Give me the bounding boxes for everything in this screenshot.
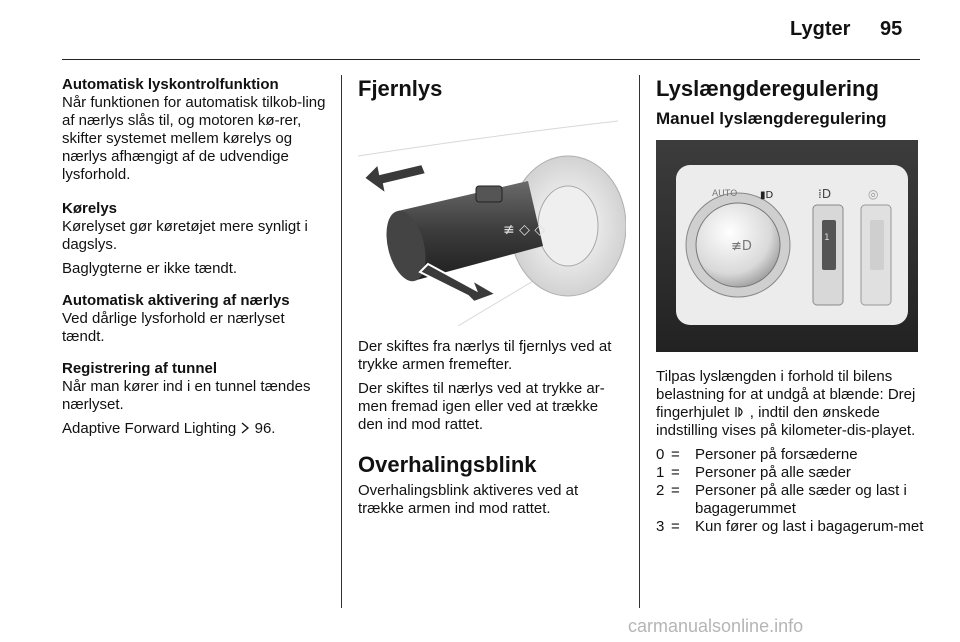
position-key: 1: [656, 464, 665, 481]
page-reference-icon: [240, 420, 254, 437]
column-divider-1: [341, 75, 342, 608]
stalk-illustration: [358, 116, 626, 326]
position-value: Personer på alle sæder og last i bagagerummet: [695, 482, 907, 517]
position-key: 0: [656, 446, 665, 463]
position-key: 3: [656, 518, 665, 535]
auto-activation-text: Ved dårlige lysforhold er nærlyset tændt.: [62, 310, 285, 345]
section-title: Lygter: [790, 18, 851, 40]
overtaking-text: Overhalingsblink aktiveres ved at trække armen ind mod rattet.: [358, 482, 579, 517]
auto-light-heading: Automatisk lyskontrolfunktion: [62, 76, 279, 93]
right-column: [656, 76, 926, 536]
header-rule: [62, 59, 920, 60]
overtaking-heading: Overhalingsblink: [358, 452, 537, 477]
light-switch-panel-illustration: [656, 140, 918, 352]
high-beam-heading: Fjernlys: [358, 76, 443, 101]
afl-text: Adaptive Forward Lighting: [62, 420, 237, 437]
svg-text:▮D: ▮D: [760, 190, 774, 201]
daytime-lights-note: Baglygterne er ikke tændt.: [62, 260, 238, 277]
svg-text:≢D: ≢D: [731, 239, 752, 254]
auto-activation-heading: Automatisk aktivering af nærlys: [62, 292, 290, 309]
high-beam-text-1: Der skiftes fra nærlys til fjernlys ved at trykke armen fremefter.: [358, 338, 612, 373]
afl-reference: [62, 420, 330, 438]
svg-text:⁞D: ⁞D: [818, 187, 832, 201]
position-equals: =: [671, 518, 680, 535]
auto-light-intro: Når funktionen for automatisk tilkob-ling af nærlys slås til, og motoren kø-rer, skifter systemet mellem kørelys og nærlys afhængigt af de udvendige lysforhold.: [62, 94, 326, 183]
column-divider-2: [639, 75, 640, 608]
list-item: [656, 518, 926, 536]
page-number: 95: [880, 18, 903, 40]
middle-column: [358, 76, 626, 518]
left-column: [62, 76, 330, 438]
list-item: [656, 482, 926, 518]
afl-page-ref[interactable]: 96.: [254, 420, 276, 437]
daytime-lights-heading: Kørelys: [62, 200, 118, 217]
svg-text:1: 1: [824, 233, 830, 243]
range-instructions: [656, 368, 926, 440]
position-equals: =: [671, 464, 680, 481]
range-positions-list: [656, 446, 926, 536]
position-value: Kun fører og last i bagagerum-met: [695, 518, 924, 535]
position-equals: =: [671, 446, 680, 463]
daytime-lights-text: Kørelyset gør køretøjet mere synligt i dagslys.: [62, 218, 308, 253]
range-text-after: , indtil den ønskede indstilling vises på kilometer-dis-playet.: [656, 404, 916, 439]
svg-text:≢ ◇ ◇: ≢ ◇ ◇: [503, 222, 546, 238]
tunnel-text: Når man kører ind i en tunnel tændes nærlyset.: [62, 378, 311, 413]
headlight-range-heading: Lyslængderegulering: [656, 76, 879, 101]
headlight-range-icon: [734, 404, 750, 421]
tunnel-heading: Registrering af tunnel: [62, 360, 218, 377]
manual-range-subheading: Manuel lyslængderegulering: [656, 109, 887, 128]
position-value: Personer på alle sæder: [695, 464, 851, 481]
watermark: carmanualsonline.info: [628, 616, 804, 636]
page-header: [0, 0, 960, 62]
position-key: 2: [656, 482, 665, 499]
range-text-before: Tilpas lyslængden i forhold til bilens belastning for at undgå at blænde: Drej fingerhjulet: [656, 368, 916, 421]
auto-label: AUTO: [712, 189, 738, 199]
position-equals: =: [671, 482, 680, 499]
svg-text:◎: ◎: [868, 187, 879, 201]
list-item: [656, 464, 926, 482]
high-beam-text-2: Der skiftes til nærlys ved at trykke ar-men fremad igen eller ved at trække den ind mod rattet.: [358, 380, 605, 433]
list-item: [656, 446, 926, 464]
position-value: Personer på forsæderne: [695, 446, 858, 463]
